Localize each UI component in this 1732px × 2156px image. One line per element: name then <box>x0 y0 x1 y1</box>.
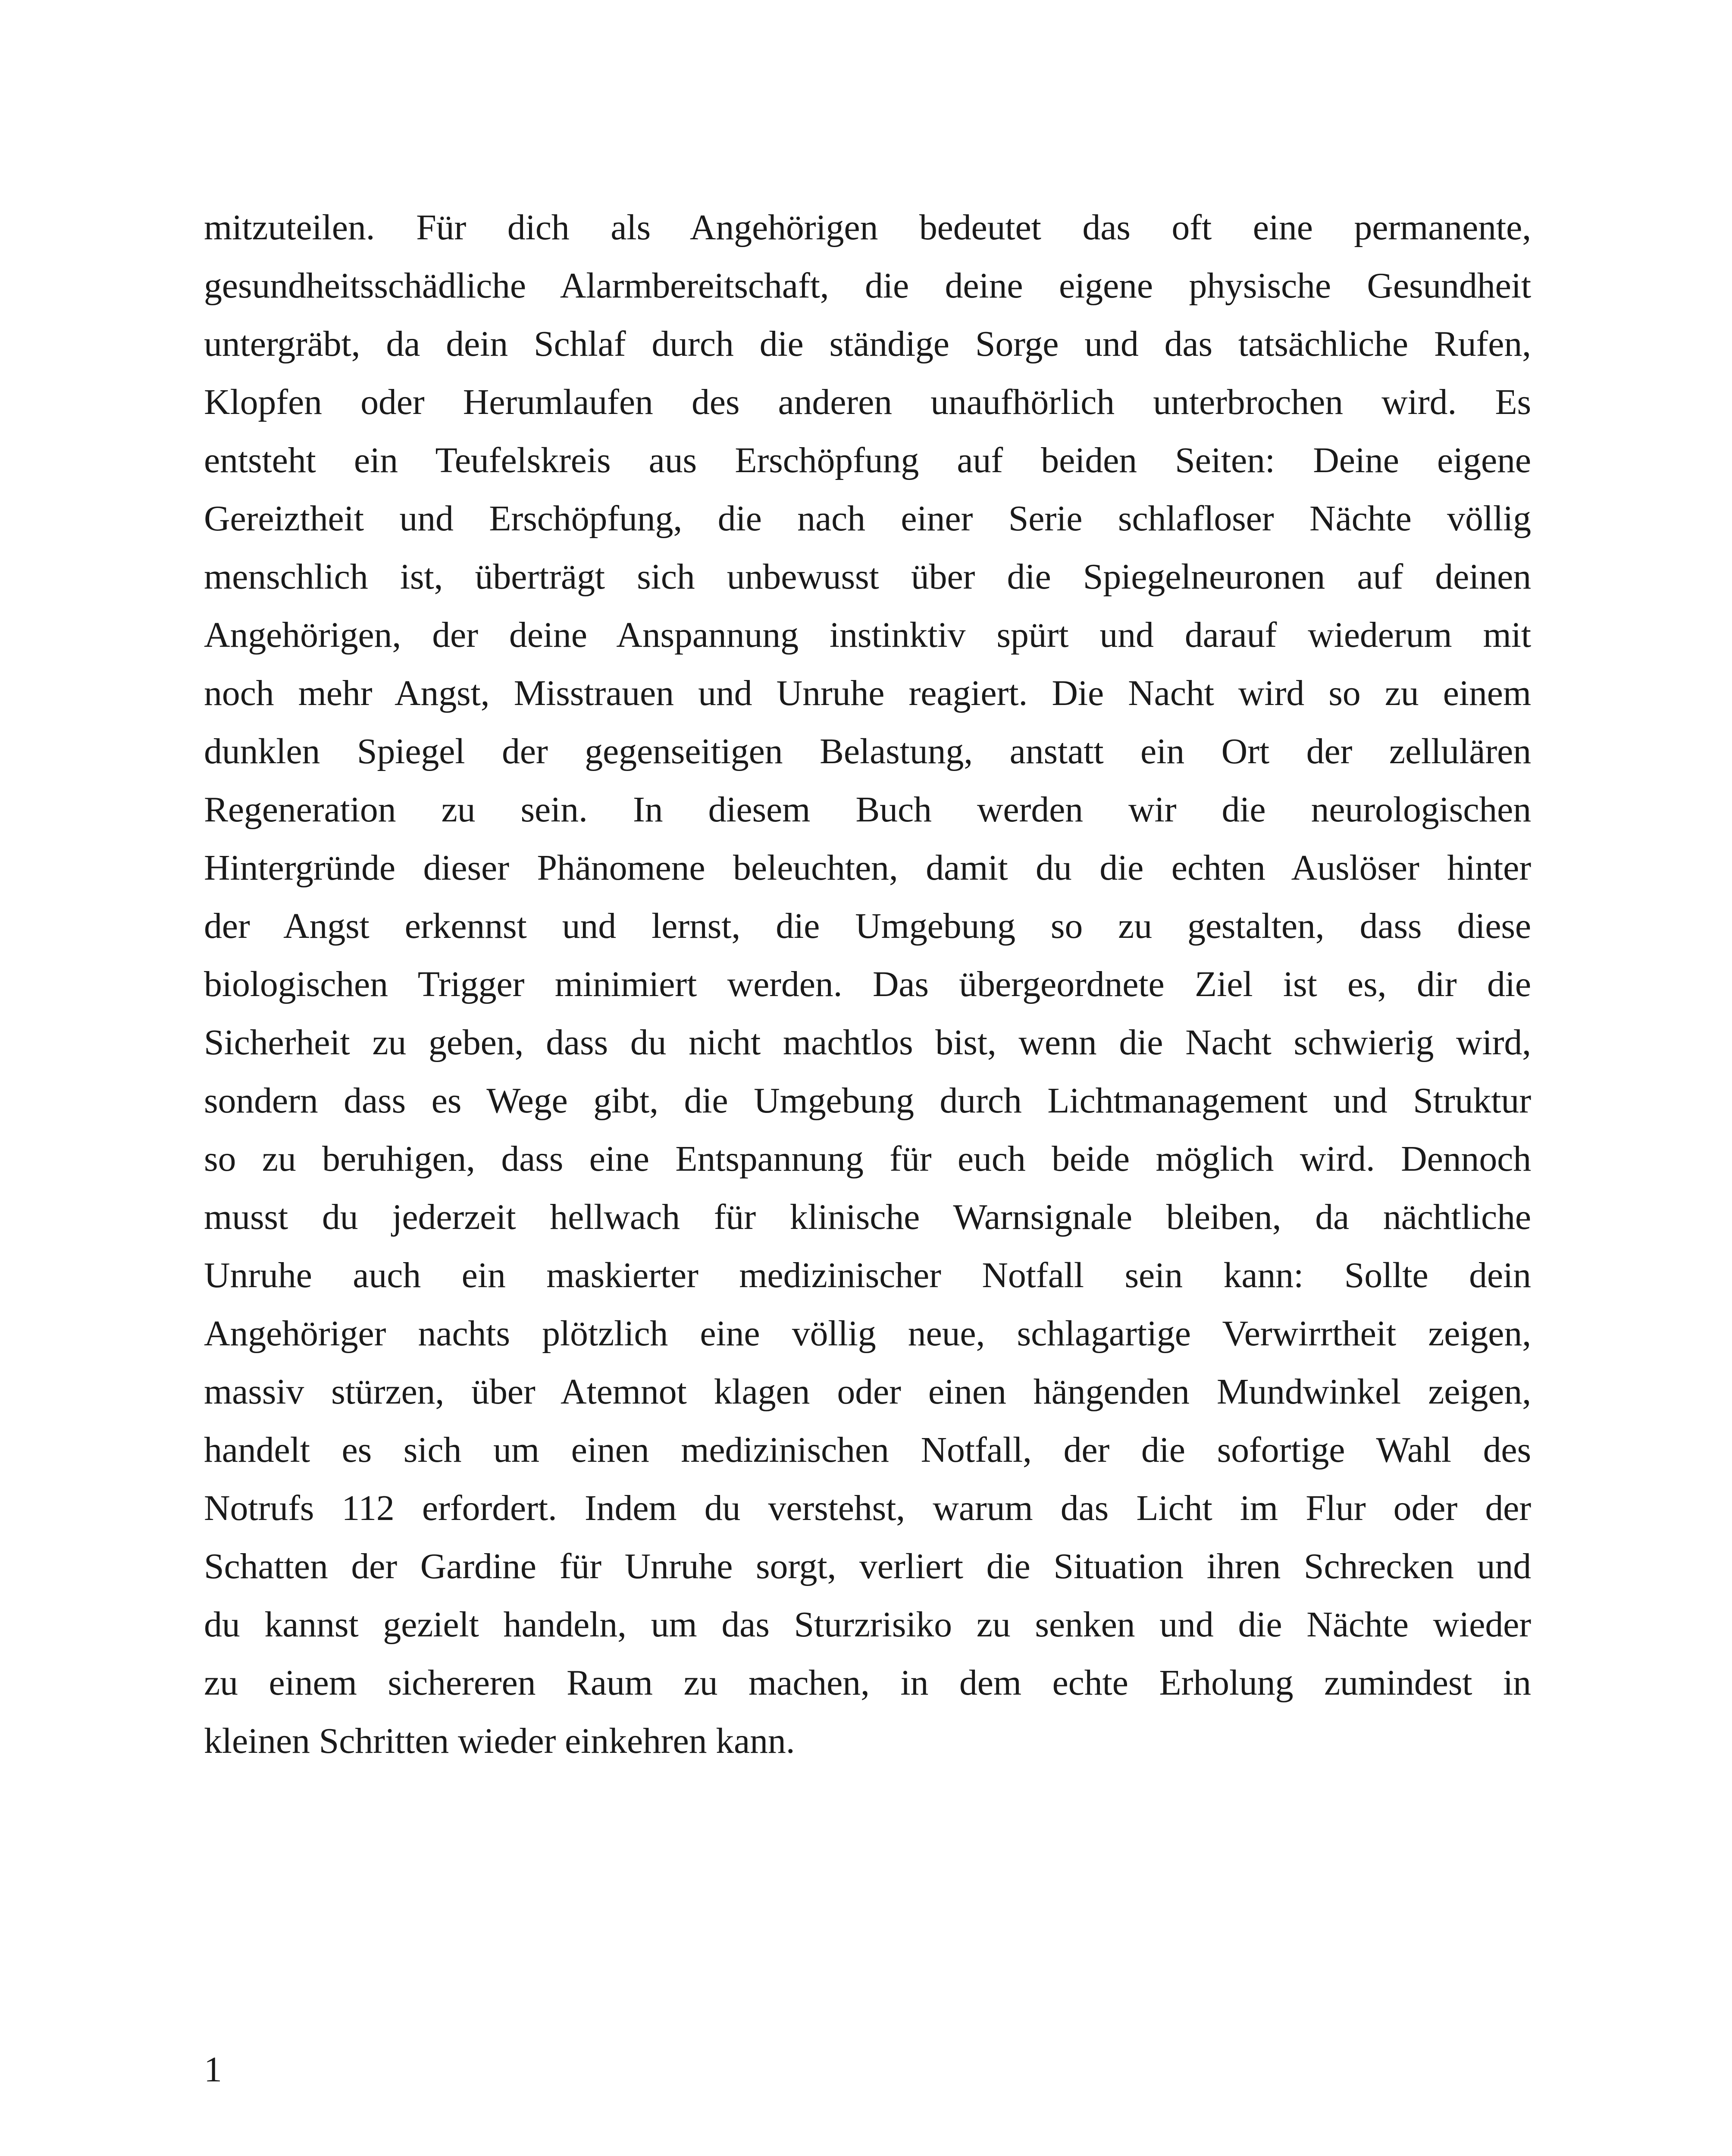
text-line: zu einem sichereren Raum zu machen, in dem echte Erholung zumindest in <box>204 1663 1531 1703</box>
text-line: musst du jederzeit hellwach für klinische Warnsignale bleiben, da nächtliche <box>204 1197 1531 1237</box>
text-line: Unruhe auch ein maskierter medizinischer Notfall sein kann: Sollte dein <box>204 1255 1531 1295</box>
text-line: dunklen Spiegel der gegenseitigen Belastung, anstatt ein Ort der zellulären <box>204 731 1531 771</box>
text-line: biologischen Trigger minimiert werden. Das übergeordnete Ziel ist es, dir die <box>204 964 1531 1004</box>
text-line: handelt es sich um einen medizinischen Notfall, der die sofortige Wahl des <box>204 1430 1531 1470</box>
text-line: Angehöriger nachts plötzlich eine völlig neue, schlagartige Verwirrtheit zeigen, <box>204 1313 1531 1354</box>
text-line: Notrufs 112 erfordert. Indem du verstehst, warum das Licht im Flur oder der <box>204 1488 1531 1528</box>
text-line: massiv stürzen, über Atemnot klagen oder einen hängenden Mundwinkel zeigen, <box>204 1372 1531 1412</box>
text-line: Sicherheit zu geben, dass du nicht machtlos bist, wenn die Nacht schwierig wird, <box>204 1022 1531 1062</box>
text-line: Regeneration zu sein. In diesem Buch werden wir die neurologischen <box>204 790 1531 830</box>
text-line: Hintergründe dieser Phänomene beleuchten, damit du die echten Auslöser hinter <box>204 848 1531 888</box>
text-line: Klopfen oder Herumlaufen des anderen unaufhörlich unterbrochen wird. Es <box>204 382 1531 422</box>
text-line: sondern dass es Wege gibt, die Umgebung durch Lichtmanagement und Struktur <box>204 1081 1531 1121</box>
text-line: entsteht ein Teufelskreis aus Erschöpfung auf beiden Seiten: Deine eigene <box>204 440 1531 480</box>
text-line: untergräbt, da dein Schlaf durch die ständige Sorge und das tatsächliche Rufen, <box>204 324 1531 364</box>
text-line: gesundheitsschädliche Alarmbereitschaft, die deine eigene physische Gesundheit <box>204 266 1531 306</box>
text-line-last: kleinen Schritten wieder einkehren kann. <box>204 1721 795 1761</box>
text-line: so zu beruhigen, dass eine Entspannung für euch beide möglich wird. Dennoch <box>204 1139 1531 1179</box>
text-line: du kannst gezielt handeln, um das Sturzrisiko zu senken und die Nächte wieder <box>204 1604 1531 1645</box>
page-number: 1 <box>204 2049 222 2090</box>
text-line: Angehörigen, der deine Anspannung instinktiv spürt und darauf wiederum mit <box>204 615 1531 655</box>
text-line: mitzuteilen. Für dich als Angehörigen bedeutet das oft eine permanente, <box>204 207 1531 248</box>
body-paragraph <box>204 198 1531 1770</box>
text-line: Gereiztheit und Erschöpfung, die nach einer Serie schlafloser Nächte völlig <box>204 498 1531 539</box>
text-line: menschlich ist, überträgt sich unbewusst über die Spiegelneuronen auf deinen <box>204 557 1531 597</box>
text-line: der Angst erkennst und lernst, die Umgebung so zu gestalten, dass diese <box>204 906 1531 946</box>
text-line: Schatten der Gardine für Unruhe sorgt, verliert die Situation ihren Schrecken und <box>204 1546 1531 1586</box>
text-line: noch mehr Angst, Misstrauen und Unruhe reagiert. Die Nacht wird so zu einem <box>204 673 1531 713</box>
